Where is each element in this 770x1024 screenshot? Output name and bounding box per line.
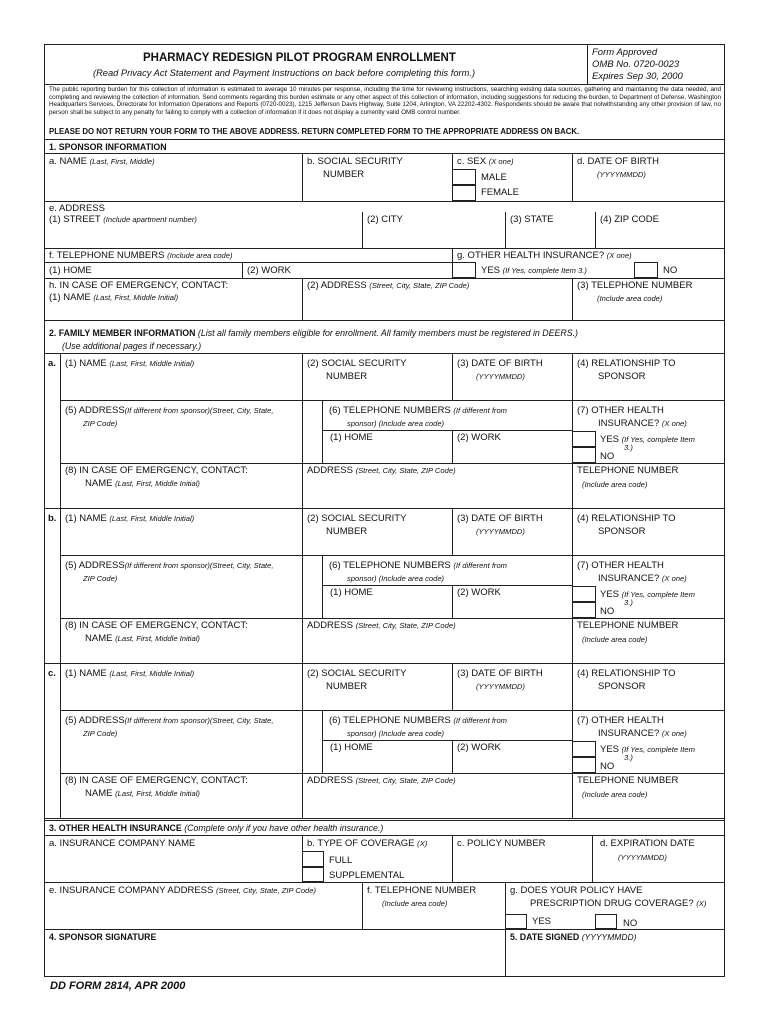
family-relationship-label-2: SPONSOR <box>598 371 646 382</box>
family-ohi-label-2: INSURANCE? (X one) <box>598 573 687 584</box>
section-2-heading-line-2: (Use additional pages if necessary.) <box>62 341 202 351</box>
family-em-phone-label: TELEPHONE NUMBER <box>577 620 679 631</box>
section-1-heading: 1. SPONSOR INFORMATION <box>49 142 167 152</box>
family-address-label: (5) ADDRESS(If different from sponsor)(Street, City, State, <box>65 560 274 571</box>
sponsor-ssn-label-2: NUMBER <box>323 169 365 180</box>
family-ohi-no-label: NO <box>600 606 615 617</box>
family-dob-label: (3) DATE OF BIRTH <box>457 668 543 679</box>
ohi-full-label: FULL <box>329 855 353 866</box>
rule <box>452 835 453 882</box>
rule <box>44 201 725 202</box>
family-phones-hint: sponsor) (Include area code) <box>347 729 445 738</box>
rule <box>44 353 725 354</box>
family-address-hint: ZIP Code) <box>83 729 118 738</box>
sponsor-city-label: (2) CITY <box>367 214 403 225</box>
rule <box>60 353 61 508</box>
family-ohi-label-2: INSURANCE? (X one) <box>598 418 687 429</box>
section-3-heading: 3. OTHER HEALTH INSURANCE (Complete only if you have other health insurance.) <box>49 823 384 833</box>
rule <box>452 430 453 463</box>
ohi-exp-label: d. EXPIRATION DATE <box>600 838 695 849</box>
family-em-name-label: NAME (Last, First, Middle Initial) <box>85 633 200 644</box>
family-home-phone-label: (1) HOME <box>330 587 373 598</box>
family-ssn-label: (2) SOCIAL SECURITY <box>307 358 407 369</box>
omb-number: OMB No. 0720-0023 <box>592 59 680 70</box>
family-dob-label: (3) DATE OF BIRTH <box>457 513 543 524</box>
omb-approved: Form Approved <box>592 47 658 58</box>
rule <box>44 929 725 930</box>
family-relationship-label-2: SPONSOR <box>598 681 646 692</box>
family-work-phone-label: (2) WORK <box>457 742 501 753</box>
rule <box>452 585 453 618</box>
family-ssn-label: (2) SOCIAL SECURITY <box>307 513 407 524</box>
ohi-full-checkbox[interactable] <box>302 851 324 867</box>
omb-expires: Expires Sep 30, 2000 <box>592 71 683 82</box>
family-em-name-label: NAME (Last, First, Middle Initial) <box>85 788 200 799</box>
family-ohi-label: (7) OTHER HEALTH <box>577 560 664 571</box>
rule <box>44 248 725 249</box>
rule <box>322 430 572 431</box>
rule <box>44 153 725 154</box>
ohi-supplemental-label: SUPPLEMENTAL <box>329 870 405 881</box>
burden-statement: The public reporting burden for this collection of information is estimated to average 10 minutes per response, including the time for reviewing instructions, searching existing data sources, gathering and maintaining the data needed, and completing and reviewing the collection of information. Send comments regarding this burden estimate or any other aspect of this collection of information, including suggestions for reducing the burden, to Department of Defense, Washington Headquarters Services, Directorate for Information Operations and Reports (0720-0023), 1215 Jefferson Davis Highway, Suite 1204, Arlington, VA 22202-4302. Respondents should be aware that notwithstanding any other provision of law, no person shall be subject to any penalty for failing to comply with a collection of information if it does not display a currently valid OMB control number. <box>49 86 721 116</box>
rule <box>44 320 725 321</box>
family-em-phone-hint: (Include area code) <box>582 790 648 799</box>
ohi-coverage-label: b. TYPE OF COVERAGE (X) <box>307 838 428 849</box>
rule <box>44 278 725 279</box>
family-ohi-label: (7) OTHER HEALTH <box>577 405 664 416</box>
sponsor-female-label: FEMALE <box>481 187 520 198</box>
rule <box>44 139 725 140</box>
family-ohi-no-label: NO <box>600 451 615 462</box>
family-ohi-label-2: INSURANCE? (X one) <box>598 728 687 739</box>
form-subtitle: (Read Privacy Act Statement and Payment Instructions on back before completing this form.) <box>93 68 476 78</box>
rule <box>60 773 725 774</box>
rule <box>505 212 506 248</box>
ohi-company-label: a. INSURANCE COMPANY NAME <box>49 838 196 849</box>
family-ohi-yes-checkbox[interactable] <box>572 586 596 602</box>
form-number: DD FORM 2814, APR 2000 <box>50 980 186 992</box>
family-ssn-label-2: NUMBER <box>326 681 368 692</box>
rule <box>322 555 323 618</box>
family-ohi-yes-checkbox[interactable] <box>572 431 596 447</box>
form-title: PHARMACY REDESIGN PILOT PROGRAM ENROLLMENT <box>143 52 456 64</box>
rule <box>302 278 303 320</box>
date-signed-label: 5. DATE SIGNED (YYYYMMDD) <box>510 932 637 942</box>
family-address-label: (5) ADDRESS(If different from sponsor)(Street, City, State, <box>65 405 274 416</box>
rule <box>44 262 452 263</box>
header-rule <box>44 84 725 85</box>
family-name-label: (1) NAME (Last, First, Middle Initial) <box>65 513 195 524</box>
family-em-addr-label: ADDRESS (Street, City, State, ZIP Code) <box>307 620 456 631</box>
rule <box>302 508 303 663</box>
rule <box>302 353 303 508</box>
rule <box>452 740 453 773</box>
family-emergency-label: (8) IN CASE OF EMERGENCY, CONTACT: <box>65 465 248 476</box>
family-em-phone-hint: (Include area code) <box>582 635 648 644</box>
family-ohi-yes-label: YES (If Yes, complete Item <box>600 744 695 755</box>
family-ohi-yes-label: YES (If Yes, complete Item <box>600 589 695 600</box>
sponsor-street-label: (1) STREET (Include apartment number) <box>49 214 197 225</box>
family-ssn-label-2: NUMBER <box>326 526 368 537</box>
family-em-name-label: NAME (Last, First, Middle Initial) <box>85 478 200 489</box>
family-name-label: (1) NAME (Last, First, Middle Initial) <box>65 358 195 369</box>
sponsor-em-phone-label: (3) TELEPHONE NUMBER <box>577 280 693 291</box>
sponsor-phone-label: f. TELEPHONE NUMBERS (Include area code) <box>49 250 233 261</box>
rule <box>302 663 303 818</box>
do-not-return-notice: PLEASE DO NOT RETURN YOUR FORM TO THE ABOVE ADDRESS. RETURN COMPLETED FORM TO THE APPROPRIATE ADDRESS ON BACK. <box>49 127 580 136</box>
family-emergency-label: (8) IN CASE OF EMERGENCY, CONTACT: <box>65 775 248 786</box>
family-em-addr-label: ADDRESS (Street, City, State, ZIP Code) <box>307 775 456 786</box>
family-relationship-label: (4) RELATIONSHIP TO <box>577 668 676 679</box>
family-address-label: (5) ADDRESS(If different from sponsor)(Street, City, State, <box>65 715 274 726</box>
family-ohi-yes-label: YES (If Yes, complete Item <box>600 434 695 445</box>
rule <box>44 835 725 836</box>
sponsor-ohi-yes-label: YES (If Yes, complete Item 3.) <box>481 265 587 276</box>
rule <box>595 212 596 248</box>
rule <box>242 262 243 278</box>
family-phones-label: (6) TELEPHONE NUMBERS (If different from <box>329 715 508 726</box>
rule <box>60 618 725 619</box>
rule <box>44 663 725 664</box>
family-ohi-yes-hint: 3.) <box>624 753 633 762</box>
sponsor-ohi-yes-checkbox[interactable] <box>452 262 476 278</box>
rule <box>592 835 593 882</box>
family-home-phone-label: (1) HOME <box>330 742 373 753</box>
sponsor-em-name-label: (1) NAME (Last, First, Middle Initial) <box>49 292 179 303</box>
sponsor-name-label: a. NAME (Last, First, Middle) <box>49 156 155 167</box>
ohi-exp-hint: (YYYYMMDD) <box>618 853 667 862</box>
rule <box>60 400 725 401</box>
family-ohi-no-checkbox[interactable] <box>572 602 596 618</box>
family-relationship-label: (4) RELATIONSHIP TO <box>577 513 676 524</box>
ohi-policy-label: c. POLICY NUMBER <box>457 838 546 849</box>
family-dob-label: (3) DATE OF BIRTH <box>457 358 543 369</box>
family-address-hint: ZIP Code) <box>83 574 118 583</box>
sponsor-zip-label: (4) ZIP CODE <box>600 214 659 225</box>
family-phones-hint: sponsor) (Include area code) <box>347 574 445 583</box>
rule <box>60 663 61 818</box>
sponsor-ssn-label: b. SOCIAL SECURITY <box>307 156 403 167</box>
sponsor-address-label: e. ADDRESS <box>49 203 105 214</box>
family-name-label: (1) NAME (Last, First, Middle Initial) <box>65 668 195 679</box>
sponsor-state-label: (3) STATE <box>510 214 554 225</box>
family-dob-hint: (YYYYMMDD) <box>476 527 525 536</box>
ohi-phone-label: f. TELEPHONE NUMBER <box>367 885 477 896</box>
section-2-heading: 2. FAMILY MEMBER INFORMATION (List all family members eligible for enrollment. All family members must be registered in DEERS.) <box>49 328 578 338</box>
sponsor-work-phone-label: (2) WORK <box>247 265 291 276</box>
rule <box>322 710 323 773</box>
sponsor-male-checkbox[interactable] <box>452 169 476 185</box>
omb-divider <box>587 44 588 84</box>
family-address-hint: ZIP Code) <box>83 419 118 428</box>
rule <box>362 212 363 248</box>
rule <box>44 508 725 509</box>
family-ohi-no-label: NO <box>600 761 615 772</box>
family-relationship-label: (4) RELATIONSHIP TO <box>577 358 676 369</box>
family-work-phone-label: (2) WORK <box>457 432 501 443</box>
sponsor-dob-hint: (YYYYMMDD) <box>597 170 646 179</box>
ohi-supplemental-checkbox[interactable] <box>302 867 324 882</box>
rule <box>452 508 453 555</box>
family-home-phone-label: (1) HOME <box>330 432 373 443</box>
family-member-letter: b. <box>48 513 57 524</box>
family-ohi-yes-hint: 3.) <box>624 443 633 452</box>
family-phones-label: (6) TELEPHONE NUMBERS (If different from <box>329 560 508 571</box>
ohi-drug-no-checkbox[interactable] <box>595 914 617 929</box>
sponsor-emergency-label: h. IN CASE OF EMERGENCY, CONTACT: <box>49 280 229 291</box>
rule <box>572 278 573 320</box>
family-em-phone-label: TELEPHONE NUMBER <box>577 465 679 476</box>
sponsor-ohi-no-label: NO <box>663 265 678 276</box>
family-ssn-label: (2) SOCIAL SECURITY <box>307 668 407 679</box>
family-phones-hint: sponsor) (Include area code) <box>347 419 445 428</box>
sponsor-ohi-no-checkbox[interactable] <box>634 262 658 278</box>
family-emergency-label: (8) IN CASE OF EMERGENCY, CONTACT: <box>65 620 248 631</box>
rule <box>322 585 572 586</box>
rule <box>322 740 572 741</box>
family-em-phone-label: TELEPHONE NUMBER <box>577 775 679 786</box>
rule <box>44 818 725 819</box>
family-em-addr-label: ADDRESS (Street, City, State, ZIP Code) <box>307 465 456 476</box>
family-member-letter: c. <box>48 668 56 679</box>
family-ohi-label: (7) OTHER HEALTH <box>577 715 664 726</box>
sponsor-em-addr-label: (2) ADDRESS (Street, City, State, ZIP Code) <box>307 280 470 291</box>
rule <box>505 929 506 976</box>
rule <box>452 663 453 710</box>
sponsor-sex-label: c. SEX (X one) <box>457 156 514 167</box>
ohi-drug-no-label: NO <box>623 918 638 929</box>
family-phones-label: (6) TELEPHONE NUMBERS (If different from <box>329 405 508 416</box>
rule <box>44 820 725 821</box>
sponsor-female-checkbox[interactable] <box>452 185 476 201</box>
rule <box>572 153 573 201</box>
ohi-drug-yes-checkbox[interactable] <box>505 914 527 929</box>
family-work-phone-label: (2) WORK <box>457 587 501 598</box>
ohi-drug-label: g. DOES YOUR POLICY HAVE <box>510 885 643 896</box>
family-dob-hint: (YYYYMMDD) <box>476 682 525 691</box>
family-ohi-no-checkbox[interactable] <box>572 447 596 463</box>
family-ohi-yes-hint: 3.) <box>624 598 633 607</box>
ohi-company-address-label: e. INSURANCE COMPANY ADDRESS (Street, City, State, ZIP Code) <box>49 885 317 896</box>
ohi-drug-label-2: PRESCRIPTION DRUG COVERAGE? (X) <box>530 898 707 909</box>
family-ohi-yes-checkbox[interactable] <box>572 741 596 757</box>
rule <box>362 882 363 929</box>
sponsor-male-label: MALE <box>481 172 507 183</box>
family-ssn-label-2: NUMBER <box>326 371 368 382</box>
family-member-letter: a. <box>48 358 56 369</box>
sponsor-dob-label: d. DATE OF BIRTH <box>577 156 659 167</box>
rule <box>302 153 303 201</box>
sponsor-ohi-label: g. OTHER HEALTH INSURANCE? (X one) <box>457 250 632 261</box>
rule <box>60 710 725 711</box>
rule <box>60 508 61 663</box>
sponsor-signature-label: 4. SPONSOR SIGNATURE <box>49 932 157 942</box>
rule <box>452 353 453 400</box>
family-relationship-label-2: SPONSOR <box>598 526 646 537</box>
family-dob-hint: (YYYYMMDD) <box>476 372 525 381</box>
family-em-phone-hint: (Include area code) <box>582 480 648 489</box>
ohi-phone-hint: (Include area code) <box>382 899 448 908</box>
sponsor-home-phone-label: (1) HOME <box>49 265 92 276</box>
rule <box>60 555 725 556</box>
ohi-drug-yes-label: YES <box>532 916 552 927</box>
rule <box>60 463 725 464</box>
rule <box>322 400 323 463</box>
sponsor-em-phone-hint: (Include area code) <box>597 294 663 303</box>
family-ohi-no-checkbox[interactable] <box>572 757 596 773</box>
rule <box>44 882 725 883</box>
